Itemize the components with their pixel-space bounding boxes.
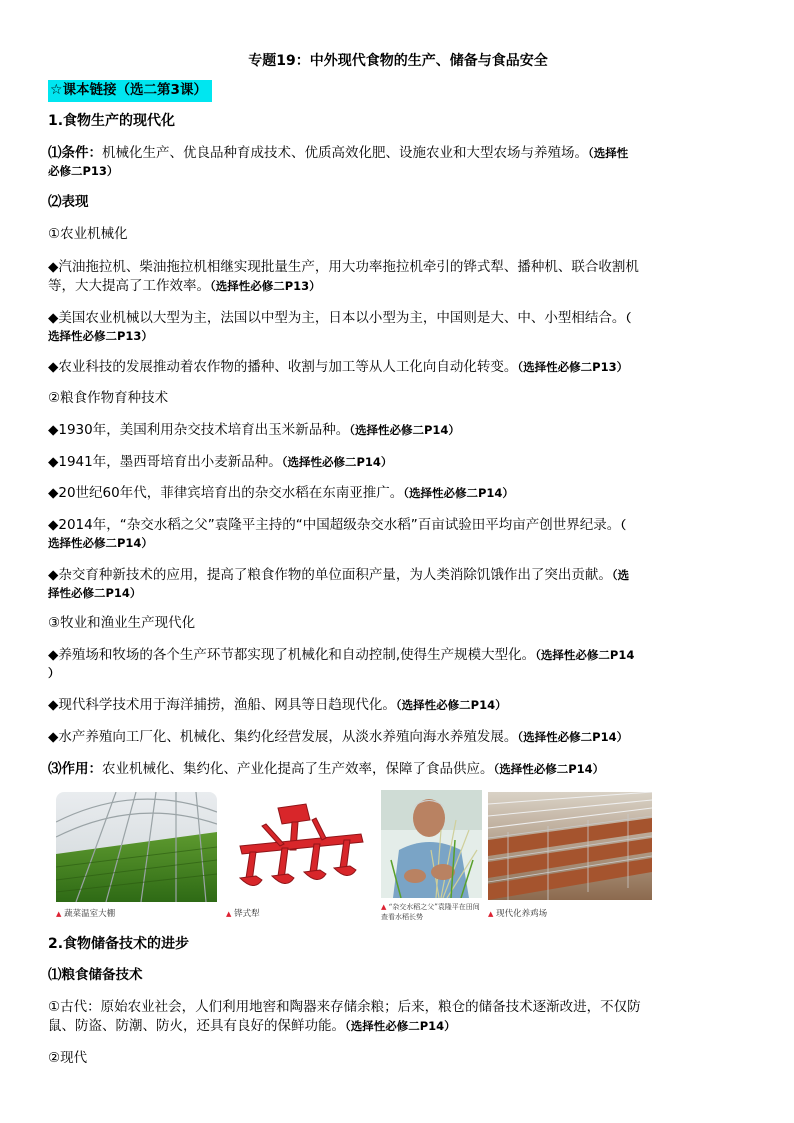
- caption-text: 蔬菜温室大棚: [64, 909, 116, 919]
- ref: （选: [611, 568, 630, 582]
- ref: （选择性必修二P14）: [403, 486, 514, 500]
- section-2-heading: 2.食物储备技术的进步: [48, 936, 190, 952]
- text: ◆现代科学技术用于海洋捕捞，渔船、网具等日趋现代化。: [48, 697, 396, 713]
- ref: （选择性必修二P14）: [281, 455, 393, 469]
- para-1b: [48, 277, 748, 296]
- para-6: [48, 484, 748, 503]
- sub-livestock-fishery: ③牧业和渔业生产现代化: [48, 615, 196, 631]
- text: ◆美国农业机械以大型为主，法国以中型为主，日本以小型为主，中国则是大、中、小型相结合。: [48, 310, 626, 326]
- ref: （选择性必修二P14）: [493, 762, 605, 776]
- conditions-text: 机械化生产、优良品种育成技术、优质高效化肥、设施农业和大型农场与养殖场。: [102, 145, 588, 161]
- ref: （选择性: [588, 146, 629, 160]
- ancient-line-1: ①古代：原始农业社会，人们利用地窖和陶器来存储余粮；后来，粮仓的储备技术逐渐改进，不仅防: [48, 999, 641, 1015]
- conditions-line-2: [48, 162, 748, 181]
- ref: 择性必修二P14）: [48, 586, 142, 600]
- text: 农业机械化、集约化、产业化提高了生产效率，保障了食品供应。: [102, 761, 494, 777]
- text: ◆20世纪60年代，菲律宾培育出的杂交水稻在东南亚推广。: [48, 485, 404, 501]
- sub-breeding: ②粮食作物育种技术: [48, 390, 169, 406]
- ref: 选择性必修二P14）: [48, 536, 153, 550]
- ref: （: [625, 311, 632, 325]
- manifestation-label: ⑵表现: [48, 194, 89, 210]
- ancient-line-2: [48, 1017, 748, 1036]
- para-4: [48, 421, 748, 440]
- caption-plough: [226, 909, 260, 920]
- greenhouse-photo: [56, 792, 217, 902]
- triangle-icon: ▲: [226, 910, 232, 918]
- caption-text-2: 查看水稻长势: [381, 913, 423, 921]
- text: ◆农业科技的发展推动着农作物的播种、收割与加工等从人工化向自动化转变。: [48, 359, 518, 375]
- caption-text: 铧式犁: [234, 909, 260, 919]
- para-2b: [48, 327, 748, 346]
- yuan-longping-photo: [381, 790, 482, 898]
- chicken-farm-photo: [488, 792, 652, 900]
- grain-storage-label: ⑴粮食储备技术: [48, 967, 143, 983]
- para-9a: [48, 646, 748, 665]
- ref: （选择性必修二P13）: [210, 279, 321, 293]
- textbook-link-badge: [48, 80, 212, 102]
- para-8a: [48, 566, 748, 585]
- ref: ）: [48, 666, 60, 680]
- triangle-icon: ▲: [488, 910, 494, 918]
- badge-label: 课本链接（选二第3课）: [62, 82, 207, 98]
- triangle-icon: ▲: [381, 903, 387, 911]
- ref: 必修二P13）: [48, 164, 119, 178]
- para-11: [48, 728, 748, 747]
- para-3: [48, 358, 748, 377]
- photo-strip: [48, 792, 748, 922]
- para-2a: [48, 309, 748, 328]
- ref: （: [620, 518, 626, 532]
- caption-chicken-farm: [488, 909, 547, 920]
- conditions-line-1: [48, 144, 748, 163]
- conditions-label: ⑴条件：: [48, 145, 102, 161]
- text: ◆1941年，墨西哥培育出小麦新品种。: [48, 454, 282, 470]
- para-7a: [48, 516, 748, 535]
- para-9b: [48, 664, 748, 683]
- para-1a: ◆汽油拖拉机、柴油拖拉机相继实现批量生产，用大功率拖拉机牵引的铧式犁、播种机、联合收割机: [48, 259, 639, 275]
- para-7b: [48, 534, 748, 553]
- para-8b: [48, 584, 748, 603]
- plough-photo: [226, 794, 376, 902]
- caption-greenhouse: [56, 909, 115, 920]
- page-title: 专题19：中外现代食物的生产、储备与食品安全: [248, 53, 548, 69]
- ref: （选择性必修二P14）: [345, 1019, 456, 1033]
- text: ◆杂交育种新技术的应用，提高了粮食作物的单位面积产量，为人类消除饥饿作出了突出贡献。: [48, 567, 612, 583]
- ref: （选择性必修二P13）: [517, 360, 629, 374]
- triangle-icon: ▲: [56, 910, 62, 918]
- ref: （选择性必修二P14）: [517, 730, 629, 744]
- effect-label: ⑶作用：: [48, 761, 102, 777]
- ref: （选择性必修二P14: [535, 648, 635, 662]
- section-1-heading: 1.食物生产的现代化: [48, 113, 176, 129]
- ref: 选择性必修二P13）: [48, 329, 153, 343]
- caption-text: “杂交水稻之父”袁隆平在田间: [388, 903, 480, 911]
- text: 鼠、防盗、防潮、防火，还具有良好的保鲜功能。: [48, 1018, 345, 1034]
- effect-line: [48, 760, 748, 779]
- star-icon: ☆: [50, 82, 63, 98]
- text: ◆1930年，美国利用杂交技术培育出玉米新品种。: [48, 422, 350, 438]
- text: ◆养殖场和牧场的各个生产环节都实现了机械化和自动控制,使得生产规模大型化。: [48, 647, 536, 663]
- ref: （选择性必修二P14）: [349, 423, 460, 437]
- text: ◆水产养殖向工厂化、机械化、集约化经营发展，从淡水养殖向海水养殖发展。: [48, 729, 518, 745]
- para-10: [48, 696, 748, 715]
- caption-yuan: [381, 902, 486, 922]
- modern-label: ②现代: [48, 1050, 88, 1066]
- para-5: [48, 453, 748, 472]
- sub-mechanization: ①农业机械化: [48, 226, 128, 242]
- caption-text: 现代化养鸡场: [496, 909, 548, 919]
- ref: （选择性必修二P14）: [395, 698, 507, 712]
- text: 等，大大提高了工作效率。: [48, 278, 210, 294]
- text: ◆2014年，“杂交水稻之父”袁隆平主持的“中国超级杂交水稻”百亩试验田平均亩产创世界纪录。: [48, 517, 621, 533]
